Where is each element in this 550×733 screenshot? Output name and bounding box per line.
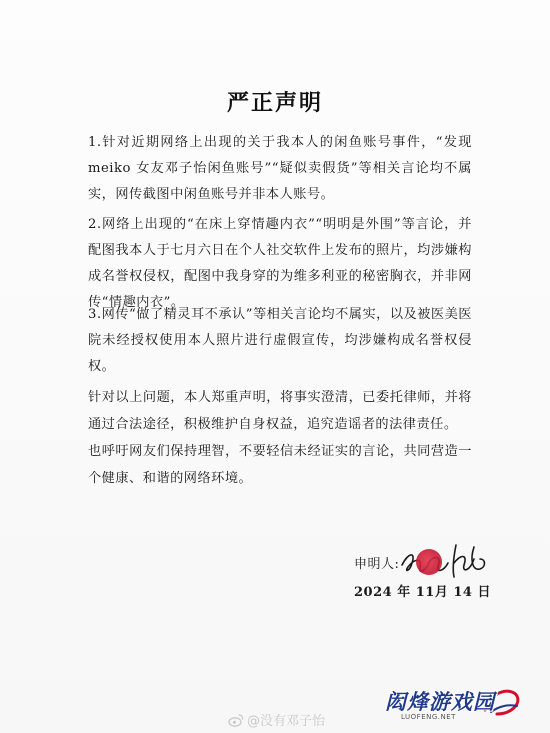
- watermark-url: LUOFENG.NET: [401, 713, 456, 721]
- watermark-logo-text: 闳烽游戏园: [385, 690, 495, 714]
- statement-item-1: 1.针对近期网络上出现的关于我本人的闲鱼账号事件，“发现 meiko 女友邓子怡闲鱼账号”“疑似卖假货”等相关言论均不属实，网传截图中闲鱼账号并非本人账号。: [88, 135, 472, 202]
- weibo-watermark: [228, 710, 325, 729]
- weibo-icon: [228, 713, 244, 727]
- red-seal: [416, 549, 442, 575]
- handwritten-signature: [398, 541, 492, 583]
- signer-label: 申明人:: [354, 557, 400, 572]
- statement-item-3: 3.网传“做了精灵耳不承认”等相关言论均不属实，以及被医美医院未经授权使用本人照片进行虚假宣传，均涉嫌构成名誉权侵权。: [88, 307, 472, 374]
- statement-item-2: 2.网络上出现的“在床上穿情趣内衣”“明明是外围”等言论，并配图我本人于七月六日在个人社交软件上发布的照片，均涉嫌构成名誉权侵权，配图中我身穿的为维多利亚的秘密胸衣，并非网传“情趣内衣”。: [88, 217, 472, 310]
- appeal-paragraph: 也呼吁网友们保持理智，不要轻信未经证实的言论，共同营造一个健康、和谐的网络环境。: [88, 444, 472, 486]
- statement-date: 2024 年 11月 14 日: [354, 585, 491, 600]
- weibo-handle: @没有邓子怡: [247, 714, 326, 729]
- site-watermark: [385, 686, 535, 726]
- declaration-paragraph: 针对以上问题，本人郑重声明，将事实澄清，已委托律师，并将通过合法途径，积极维护自身权益，追究造谣者的法律责任。: [88, 390, 472, 432]
- document-title: 严正声明: [226, 90, 323, 116]
